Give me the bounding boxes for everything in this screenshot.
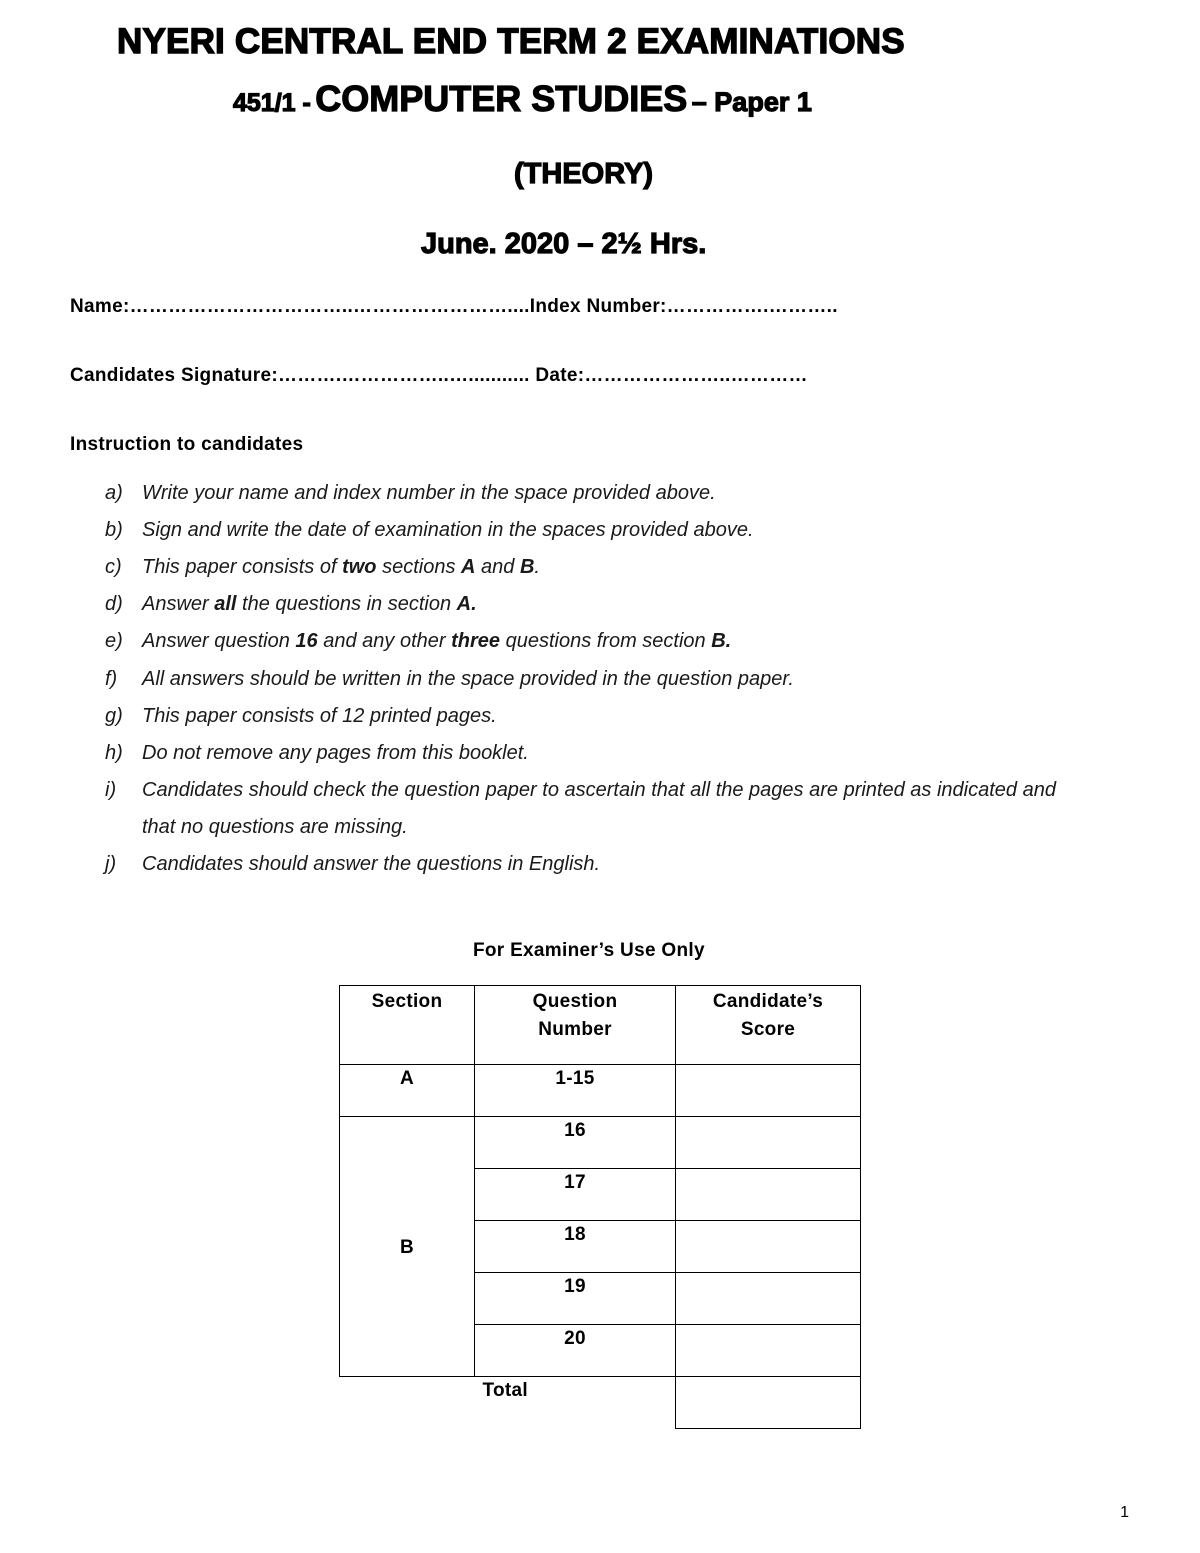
section-cell: B <box>340 1117 475 1377</box>
instruction-marker: i) <box>105 779 117 801</box>
question-cell: 20 <box>475 1325 676 1377</box>
paper-number: – Paper 1 <box>691 87 812 117</box>
instruction-marker: f) <box>105 668 118 690</box>
paper-code: 451/1 - <box>233 89 311 117</box>
instruction-marker: b) <box>105 519 123 541</box>
instruction-text: This paper consists of 12 printed pages. <box>142 705 497 727</box>
examiner-score-table <box>339 985 861 1429</box>
total-row <box>340 1377 861 1429</box>
score-cell[interactable] <box>676 1273 861 1325</box>
header-section: Section <box>340 986 475 1065</box>
instruction-marker: g) <box>105 705 123 727</box>
score-cell[interactable] <box>676 1221 861 1273</box>
instruction-text: that no questions are missing. <box>142 816 408 838</box>
table-row <box>340 1065 861 1117</box>
instruction-text: Candidates should answer the questions in English. <box>142 853 601 875</box>
instructions-heading: Instruction to candidates <box>70 434 304 455</box>
instruction-marker: d) <box>105 593 123 615</box>
instruction-text: Sign and write the date of examination in the spaces provided above. <box>142 519 754 541</box>
question-cell: 19 <box>475 1273 676 1325</box>
instruction-marker: c) <box>105 556 122 578</box>
score-cell[interactable] <box>676 1065 861 1117</box>
total-score-cell[interactable] <box>676 1377 861 1429</box>
score-cell[interactable] <box>676 1325 861 1377</box>
question-cell: 17 <box>475 1169 676 1221</box>
instruction-text: Answer question 16 and any other three questions from section B. <box>142 630 732 652</box>
instruction-text: Answer all the questions in section A. <box>142 593 477 615</box>
table-header-row <box>340 986 861 1065</box>
page-number: 1 <box>1120 1504 1129 1521</box>
instruction-marker: a) <box>105 482 123 504</box>
instruction-text: This paper consists of two sections A and B. <box>142 556 540 578</box>
paper-type: (THEORY) <box>514 158 654 190</box>
score-cell[interactable] <box>676 1169 861 1221</box>
examiner-heading: For Examiner’s Use Only <box>473 940 705 961</box>
instruction-text: Write your name and index number in the space provided above. <box>142 482 716 504</box>
name-index-field[interactable]: Name:……………………………..……………………....Index Number:…………….……….. <box>70 296 838 317</box>
score-cell[interactable] <box>676 1117 861 1169</box>
signature-date-field[interactable]: Candidates Signature:……….……………..…........... Date:…………………..………… <box>70 365 808 386</box>
header-candidate-score: Candidate’s Score <box>676 986 861 1065</box>
instruction-text: Do not remove any pages from this booklet. <box>142 742 529 764</box>
question-cell: 16 <box>475 1117 676 1169</box>
instruction-marker: h) <box>105 742 123 764</box>
header-question-number: Question Number <box>475 986 676 1065</box>
total-label: Total <box>482 1380 528 1401</box>
subject-line <box>233 78 812 120</box>
subject-name: COMPUTER STUDIES <box>315 78 688 119</box>
question-cell: 1-15 <box>475 1065 676 1117</box>
instruction-text: Candidates should check the question paper to ascertain that all the pages are printed as indicated and <box>142 779 1056 801</box>
instruction-marker: j) <box>105 853 117 875</box>
instruction-text: All answers should be written in the space provided in the question paper. <box>142 668 794 690</box>
exam-title: NYERI CENTRAL END TERM 2 EXAMINATIONS <box>117 22 905 61</box>
table-row <box>340 1117 861 1169</box>
instruction-marker: e) <box>105 630 123 652</box>
exam-date-duration: June. 2020 – 2½ Hrs. <box>421 228 707 260</box>
section-cell: A <box>340 1065 475 1117</box>
question-cell: 18 <box>475 1221 676 1273</box>
